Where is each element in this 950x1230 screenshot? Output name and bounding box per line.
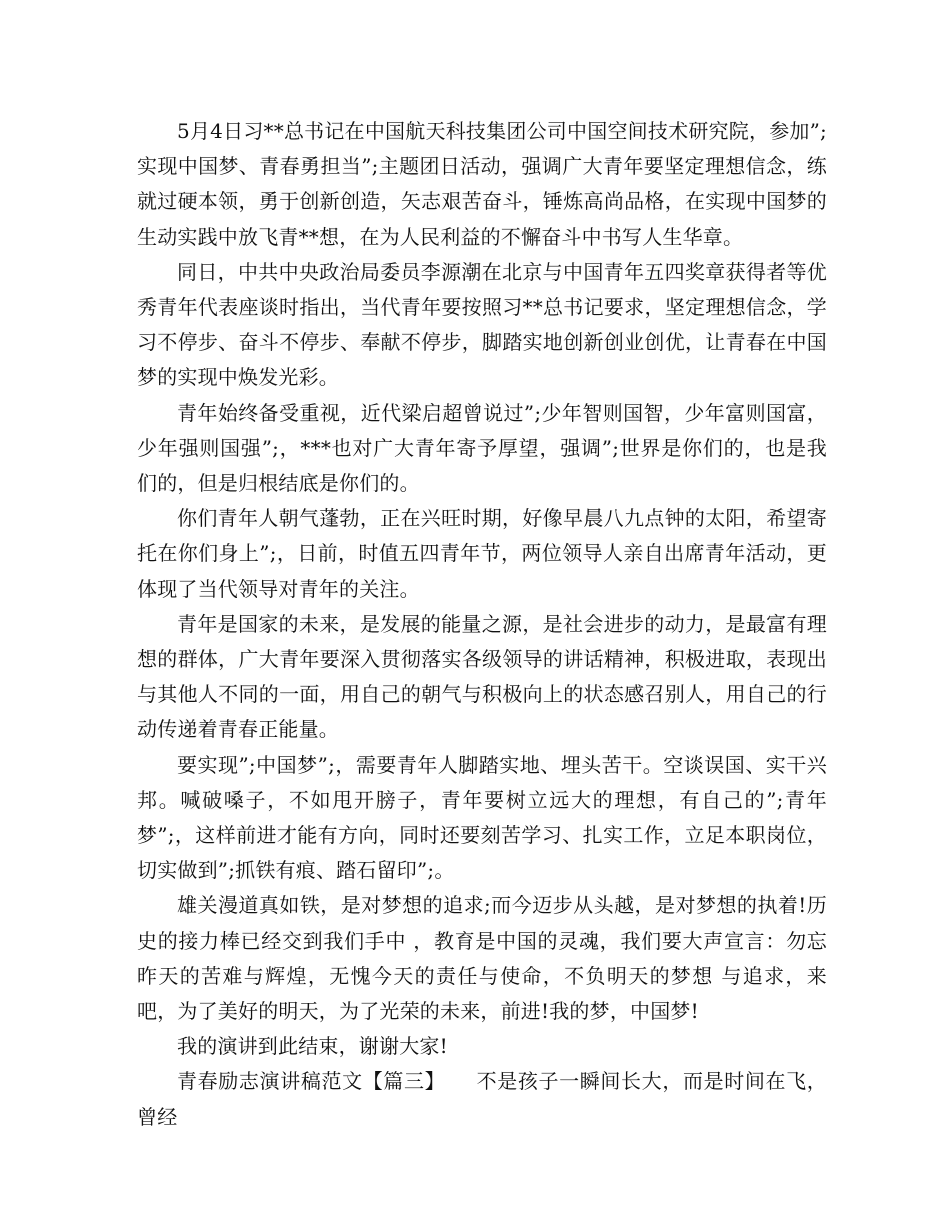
document-body — [137, 114, 827, 1135]
paragraph-7: 雄关漫道真如铁，是对梦想的追求;而今迈步从头越，是对梦想的执着!历史的接力棒已经交到我们手中 ，教育是中国的灵魂，我们要大声宣言：勿忘昨天的苦难与辉煌，无愧今天的责任与使命，不负明天的梦想 与追求，来吧，为了美好的明天，为了光荣的未来，前进!我的梦，中国梦! — [137, 893, 827, 1024]
paragraph-1: 5月4日习**总书记在中国航天科技集团公司中国空间技术研究院，参加”;实现中国梦、青春勇担当”;主题团日活动，强调广大青年要坚定理想信念，练就过硬本领，勇于创新创造，矢志艰苦奋斗，锤炼高尚品格，在实现中国梦的生动实践中放飞青**想，在为人民利益的不懈奋斗中书写人生华章。 — [137, 119, 827, 249]
paragraph-2: 同日，中共中央政治局委员李源潮在北京与中国青年五四奖章获得者等优秀青年代表座谈时指出，当代青年要按照习**总书记要求，坚定理想信念，学习不停步、奋斗不停步、奉献不停步，脚踏实地创新创业创优，让青春在中国梦的实现中焕发光彩。 — [137, 259, 827, 390]
paragraph-8: 我的演讲到此结束，谢谢大家! — [177, 1034, 448, 1059]
paragraph-9: 青春励志演讲稿范文【篇三】 不是孩子一瞬间长大，而是时间在飞，曾经 — [137, 1069, 827, 1129]
paragraph-6: 要实现”;中国梦”;，需要青年人脚踏实地、埋头苦干。空谈误国、实干兴邦。喊破嗓子，不如甩开膀子，青年要树立远大的理想，有自己的”;青年梦”;，这样前进才能有方向，同时还要刻苦学习、扎实工作，立足本职岗位，切实做到”;抓铁有痕、踏石留印”;。 — [137, 752, 827, 883]
paragraph-4: 你们青年人朝气蓬勃，正在兴旺时期，好像早晨八九点钟的太阳，希望寄托在你们身上”;，日前，时值五四青年节，两位领导人亲自出席青年活动，更体现了当代领导对青年的关注。 — [137, 506, 827, 601]
paragraph-3: 青年始终备受重视，近代梁启超曾说过”;少年智则国智，少年富则国富，少年强则国强”;，***也对广大青年寄予厚望，强调”;世界是你们的，也是我们的，但是归根结底是你们的。 — [137, 400, 827, 496]
paragraph-5: 青年是国家的未来，是发展的能量之源，是社会进步的动力，是最富有理想的群体，广大青年要深入贯彻落实各级领导的讲话精神，积极进取，表现出与其他人不同的一面，用自己的朝气与积极向上的状态感召别人，用自己的行动传递着青春正能量。 — [137, 611, 827, 742]
